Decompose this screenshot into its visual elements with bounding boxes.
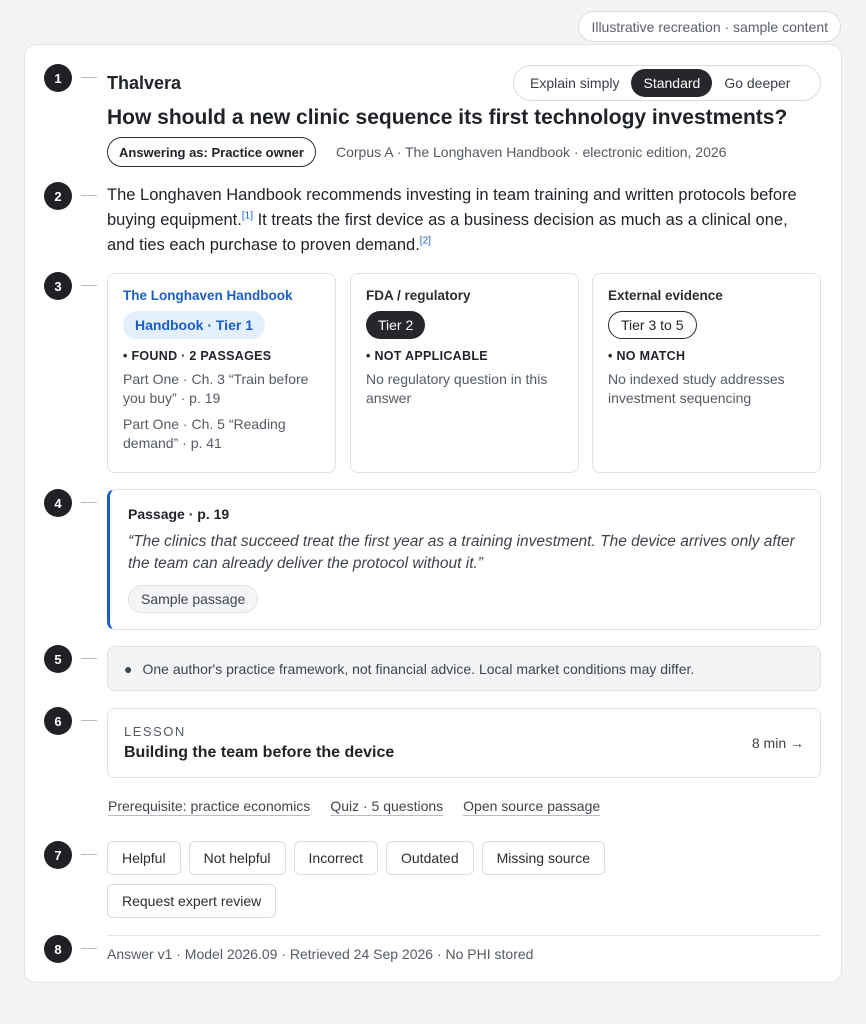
explanation-mode-toggle: [513, 65, 821, 101]
divider: [107, 935, 821, 936]
answer-sentence-2: It treats the first device as a business decision as much as a clinical one, and ties each purchase to proven demand.: [107, 211, 788, 254]
source-card-regulatory[interactable]: [350, 273, 579, 473]
marker-connector: [81, 720, 97, 721]
citation-1[interactable]: [1]: [241, 210, 253, 222]
marker-connector: [81, 77, 97, 78]
source-card-external[interactable]: [592, 273, 821, 473]
marker-connector: [81, 658, 97, 659]
answer-sentence-1: The Longhaven Handbook recommends investing in team training and written protocols before buying equipment.: [107, 186, 797, 229]
recreation-badge: Illustrative recreation · sample content: [578, 11, 841, 42]
source-note: No regulatory question in this answer: [366, 371, 548, 406]
marker-connector: [81, 502, 97, 503]
step-marker-4: 4: [44, 489, 72, 517]
tier-badge: Tier 2: [366, 311, 425, 339]
disclaimer-text: One author's practice framework, not financial advice. Local market conditions may differ.: [142, 660, 695, 677]
marker-connector: [81, 195, 97, 196]
step-marker-5: 5: [44, 645, 72, 673]
passage-title: Passage · p. 19: [128, 506, 230, 522]
lesson-kicker: LESSON: [124, 724, 186, 739]
brand-name: Thalvera: [107, 73, 182, 93]
source-card-handbook[interactable]: [107, 273, 336, 473]
missing-source-button[interactable]: Missing source: [482, 841, 605, 875]
quiz-link[interactable]: Quiz · 5 questions: [330, 798, 444, 814]
lesson-card[interactable]: [107, 708, 821, 778]
step-marker-6: 6: [44, 707, 72, 735]
source-passage: [107, 489, 821, 630]
marker-connector: [81, 285, 97, 286]
role-selector[interactable]: Answering as: Practice owner: [107, 137, 316, 167]
tier-badge: Tier 3 to 5: [608, 311, 697, 339]
corpus-label: Corpus A · The Longhaven Handbook · electronic edition, 2026: [336, 144, 727, 160]
lesson-links: [108, 798, 600, 816]
not-helpful-button[interactable]: Not helpful: [189, 841, 286, 875]
sample-passage-tag: Sample passage: [128, 585, 258, 613]
lesson-title: Building the team before the device: [124, 744, 395, 761]
passage-quote: “The clinics that succeed treat the first year as a training investment. The device arrives only after the team can already deliver the protocol without it.”: [128, 533, 795, 572]
tier-badge: Handbook · Tier 1: [123, 311, 265, 339]
source-title: FDA / regulatory: [366, 288, 471, 303]
step-marker-1: 1: [44, 64, 72, 92]
source-status: • NOT APPLICABLE: [366, 349, 563, 363]
step-marker-8: 8: [44, 935, 72, 963]
source-status: • NO MATCH: [608, 349, 805, 363]
step-marker-3: 3: [44, 272, 72, 300]
request-expert-review-button[interactable]: Request expert review: [107, 884, 276, 918]
mode-standard[interactable]: Standard: [631, 69, 712, 97]
question-title: How should a new clinic sequence its first technology investments?: [107, 106, 788, 129]
source-note: No indexed study addresses investment sequencing: [608, 371, 785, 406]
bullet-icon: ●: [124, 660, 133, 677]
mode-explain-simply[interactable]: Explain simply: [530, 75, 620, 91]
feedback-row: [107, 884, 276, 918]
source-title: The Longhaven Handbook: [123, 288, 293, 303]
marker-connector: [81, 854, 97, 855]
answer-metadata: Answer v1 · Model 2026.09 · Retrieved 24 Sep 2026 · No PHI stored: [107, 946, 534, 962]
citation-2[interactable]: [2]: [419, 235, 431, 247]
open-source-passage-link[interactable]: Open source passage: [463, 798, 601, 814]
outdated-button[interactable]: Outdated: [386, 841, 474, 875]
mode-go-deeper[interactable]: Go deeper: [724, 75, 791, 91]
incorrect-button[interactable]: Incorrect: [294, 841, 378, 875]
marker-connector: [81, 948, 97, 949]
helpful-button[interactable]: Helpful: [107, 841, 181, 875]
source-reference[interactable]: Part One · Ch. 3 “Train before you buy” · p. 19: [123, 371, 309, 406]
source-status: • FOUND · 2 PASSAGES: [123, 349, 320, 363]
answer-text: [107, 183, 817, 258]
lesson-duration: 8 min →: [751, 735, 804, 751]
prerequisite-link[interactable]: Prerequisite: practice economics: [108, 798, 311, 814]
source-reference[interactable]: Part One · Ch. 5 “Reading demand” · p. 41: [123, 416, 286, 451]
step-marker-2: 2: [44, 182, 72, 210]
source-title: External evidence: [608, 288, 723, 303]
feedback-row: [107, 841, 605, 875]
step-marker-7: 7: [44, 841, 72, 869]
disclaimer-box: [107, 646, 821, 691]
